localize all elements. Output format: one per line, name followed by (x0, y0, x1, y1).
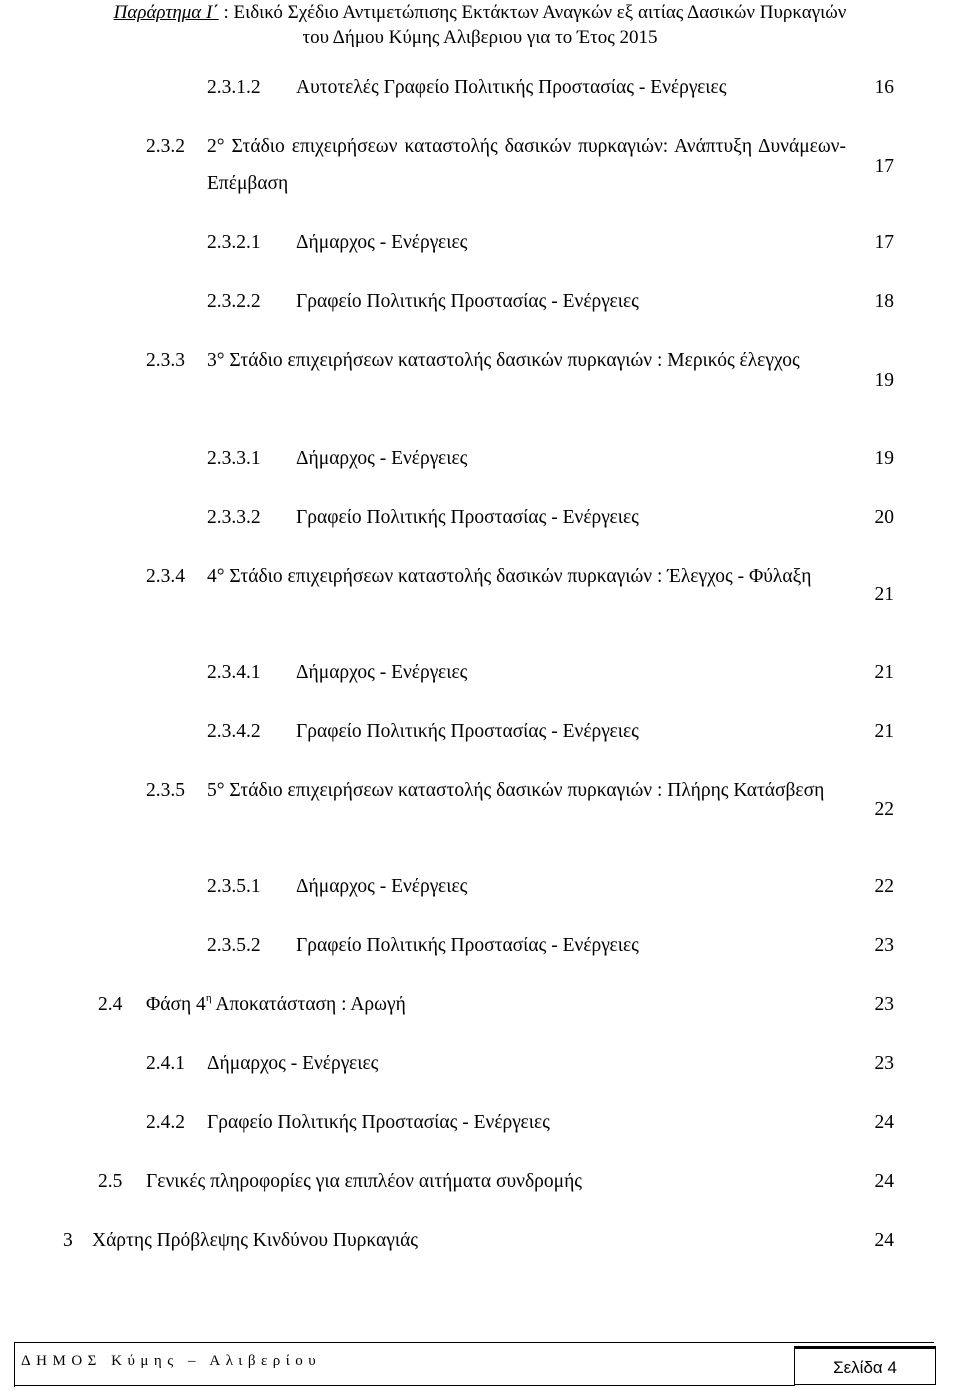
toc-entry-page: 23 (874, 1053, 894, 1074)
page-footer (14, 1342, 934, 1387)
toc-entry-page: 23 (874, 935, 894, 956)
toc-entry-title-superscript: η (205, 992, 212, 1004)
toc-entry-page: 16 (874, 77, 894, 98)
toc-entry-title (146, 986, 406, 1023)
toc-entry-number: 2.3.4 (146, 566, 185, 587)
toc-entry-title: Γενικές πληροφορίες για επιπλέον αιτήματα συνδρομής (146, 1171, 582, 1192)
toc-entry-page: 19 (874, 370, 894, 391)
toc-entry-page: 24 (874, 1112, 894, 1133)
toc-entry-number: 2.3.5 (146, 780, 185, 801)
toc-entry-title-phase: Φάση 4 (146, 994, 206, 1015)
toc-entry-title: Δήμαρχος - Ενέργειες (296, 662, 468, 683)
toc-entry-title: Δήμαρχος - Ενέργειες (296, 448, 468, 469)
toc-entry-page: 19 (874, 448, 894, 469)
toc-entry-number: 2.3.2.1 (207, 232, 261, 253)
toc-entry-title: Γραφείο Πολιτικής Προστασίας - Ενέργειες (296, 291, 639, 312)
toc-entry-page: 21 (874, 721, 894, 742)
footer-rule (15, 1385, 795, 1386)
footer-page-number: Σελίδα 4 (794, 1346, 936, 1385)
header-line-2: του Δήμου Κύμης Αλιβεριου για το Έτος 2015 (302, 27, 658, 48)
toc-entry-title: 2° Στάδιο επιχειρήσεων καταστολής δασικών πυρκαγιών: Ανάπτυξη Δυνάμεων-Επέμβαση (207, 136, 846, 194)
toc-entry-page: 24 (874, 1230, 894, 1251)
toc-entry-number: 2.3.2.2 (207, 291, 261, 312)
toc-entry-page: 24 (874, 1171, 894, 1192)
toc-entry-title-rest: Αποκατάσταση : Αρωγή (211, 994, 406, 1015)
toc-entry-title: Γραφείο Πολιτικής Προστασίας - Ενέργειες (296, 721, 639, 742)
header-title: : Ειδικό Σχέδιο Αντιμετώπισης Εκτάκτων Αναγκών εξ αιτίας Δασικών Πυρκαγιών (218, 2, 847, 23)
toc-entry-number: 2.5 (98, 1171, 123, 1192)
toc-entry-number: 2.4 (98, 994, 123, 1015)
toc-entry-title: 4° Στάδιο επιχειρήσεων καταστολής δασικών πυρκαγιών : Έλεγχος - Φύλαξη (207, 566, 812, 587)
header-appendix-label: Παράρτημα Ι΄ (113, 2, 219, 23)
toc-entry-number: 2.3.3.1 (207, 448, 261, 469)
toc-entry-number: 3 (63, 1230, 73, 1251)
toc-entry-page: 20 (874, 507, 894, 528)
toc-entry-title: Αυτοτελές Γραφείο Πολιτικής Προστασίας - Ενέργειες (296, 77, 727, 98)
toc-entry-title: Γραφείο Πολιτικής Προστασίας - Ενέργειες (296, 507, 639, 528)
toc-entry-title: Χάρτης Πρόβλεψης Κινδύνου Πυρκαγιάς (92, 1230, 419, 1251)
toc-entry-number: 2.3.1.2 (207, 77, 261, 98)
toc-entry-number: 2.4.2 (146, 1112, 185, 1133)
toc-entry-page: 18 (874, 291, 894, 312)
toc-entry-title: Γραφείο Πολιτικής Προστασίας - Ενέργειες (296, 935, 639, 956)
toc-entry-number: 2.3.4.2 (207, 721, 261, 742)
toc-entry-title: 5° Στάδιο επιχειρήσεων καταστολής δασικών πυρκαγιών : Πλήρης Κατάσβεση (207, 780, 825, 801)
toc-entry-number: 2.3.4.1 (207, 662, 261, 683)
toc-entry-title: Δήμαρχος - Ενέργειες (296, 876, 468, 897)
toc-entry-number: 2.3.3.2 (207, 507, 261, 528)
toc-entry-number: 2.3.3 (146, 350, 185, 371)
toc-entry-page: 23 (874, 994, 894, 1015)
toc-entry-title: 3° Στάδιο επιχειρήσεων καταστολής δασικών πυρκαγιών : Μερικός έλεγχος (207, 350, 800, 371)
toc-entry-page: 17 (874, 232, 894, 253)
toc-entry-title: Δήμαρχος - Ενέργειες (296, 232, 468, 253)
toc-entry-page: 22 (874, 799, 894, 820)
footer-municipality-name: ΔΗΜΟΣ Κύμης – Αλιβερίου (21, 1353, 322, 1369)
toc-entry-title: Γραφείο Πολιτικής Προστασίας - Ενέργειες (207, 1112, 550, 1133)
toc-entry-title: Δήμαρχος - Ενέργειες (207, 1053, 379, 1074)
toc-entry-number: 2.4.1 (146, 1053, 185, 1074)
toc-entry-number: 2.3.5.2 (207, 935, 261, 956)
toc-entry-number: 2.3.5.1 (207, 876, 261, 897)
toc-entry-page: 17 (874, 156, 894, 177)
toc-entry-page: 21 (874, 584, 894, 605)
toc-entry-page: 22 (874, 876, 894, 897)
toc-entry-number: 2.3.2 (146, 136, 185, 157)
toc-entry-page: 21 (874, 662, 894, 683)
